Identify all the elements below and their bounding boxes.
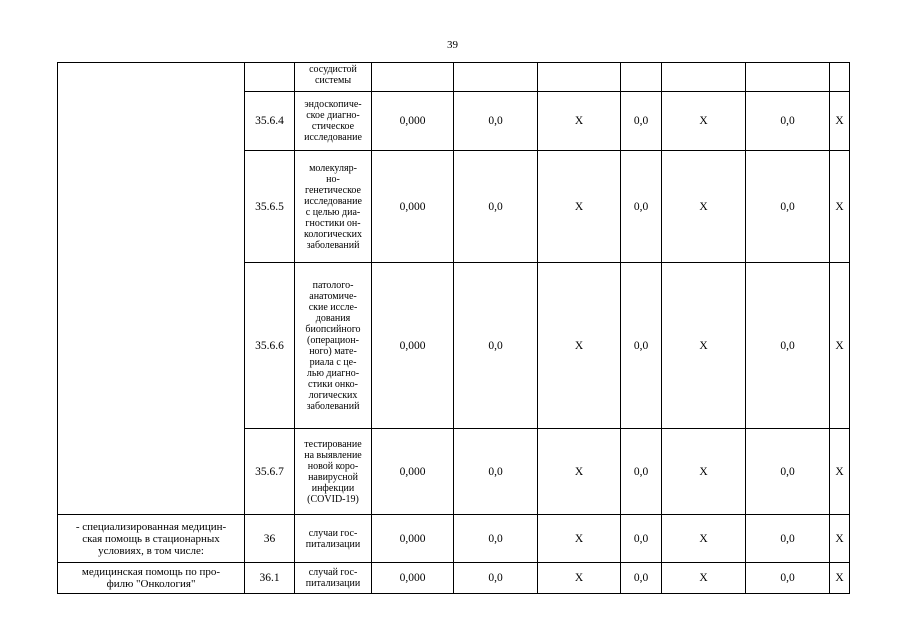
value-cell	[830, 63, 850, 92]
value-cell: Х	[538, 92, 621, 151]
table-row	[58, 563, 850, 594]
value-cell: Х	[830, 92, 850, 151]
value-cell	[372, 63, 454, 92]
text-line: эндоскопиче-	[304, 99, 362, 110]
value-cell: 0,0	[621, 429, 662, 515]
value-cell: 0,000	[372, 263, 454, 429]
value-cell: 0,0	[454, 563, 538, 594]
value-cell: 0,0	[454, 92, 538, 151]
unit-cell	[295, 515, 372, 563]
value-cell: 0,0	[746, 563, 830, 594]
label-cell	[58, 515, 245, 563]
page-number: 39	[447, 39, 458, 51]
value-cell: 0,0	[746, 151, 830, 263]
value-cell: Х	[538, 429, 621, 515]
text-line: заболеваний	[306, 239, 360, 251]
value-cell: 0,000	[372, 92, 454, 151]
text-line: лью диагно-	[306, 367, 360, 379]
label-cell	[58, 63, 245, 515]
code-cell: 36	[245, 515, 295, 563]
value-cell: 0,0	[746, 92, 830, 151]
text-line: гностики он-	[305, 217, 361, 229]
text-line: стическое	[311, 121, 355, 132]
text-line: (COVID-19)	[307, 493, 359, 505]
label-cell	[58, 563, 245, 594]
value-cell: Х	[830, 515, 850, 563]
text-line: дования	[315, 312, 351, 324]
value-cell: Х	[830, 151, 850, 263]
text-line: инфекции	[311, 482, 355, 494]
text-line: риала с це-	[309, 356, 357, 368]
value-cell: 0,0	[746, 263, 830, 429]
value-cell: Х	[538, 263, 621, 429]
value-cell: 0,0	[621, 151, 662, 263]
code-cell: 35.6.7	[245, 429, 295, 515]
value-cell: Х	[662, 429, 746, 515]
text-line: ного) мате-	[309, 345, 357, 357]
value-cell: Х	[538, 563, 621, 594]
text-line: (операцион-	[307, 334, 359, 346]
value-cell: 0,0	[746, 429, 830, 515]
value-cell	[538, 63, 621, 92]
code-cell: 35.6.5	[245, 151, 295, 263]
table-row	[58, 515, 850, 563]
text-line: медицинская помощь по про-	[81, 566, 221, 578]
unit-cell	[295, 563, 372, 594]
unit-cell	[295, 263, 372, 429]
value-cell: Х	[662, 563, 746, 594]
value-cell: Х	[538, 151, 621, 263]
value-cell: 0,000	[372, 429, 454, 515]
value-cell	[454, 63, 538, 92]
code-cell	[245, 63, 295, 92]
text-line: заболеваний	[306, 400, 360, 412]
data-table	[57, 62, 850, 594]
text-line: ская помощь в стационарных	[82, 532, 220, 545]
value-cell: 0,000	[372, 563, 454, 594]
code-cell: 35.6.6	[245, 263, 295, 429]
value-cell: 0,0	[454, 151, 538, 263]
value-cell	[662, 63, 746, 92]
text-line: новой коро-	[307, 460, 359, 472]
text-line: системы	[314, 75, 352, 86]
text-line: генетическое	[305, 184, 361, 196]
text-line: анатомиче-	[309, 290, 357, 302]
value-cell: Х	[662, 151, 746, 263]
value-cell: Х	[662, 263, 746, 429]
text-line: биопсийного	[305, 323, 361, 335]
text-line: сосудистой	[309, 64, 357, 75]
text-line: патолого-	[312, 279, 354, 291]
value-cell: Х	[538, 515, 621, 563]
text-line: питализации	[305, 538, 361, 550]
value-cell: 0,0	[454, 263, 538, 429]
value-cell	[621, 63, 662, 92]
value-cell: 0,0	[454, 429, 538, 515]
text-line: - специализированная медицин-	[75, 520, 227, 533]
text-line: на выявление	[304, 449, 362, 461]
text-line: с целью диа-	[305, 206, 361, 218]
text-line: логических	[308, 389, 358, 401]
text-line: но-	[326, 173, 340, 185]
value-cell: 0,000	[372, 515, 454, 563]
text-line: исследование	[304, 195, 362, 207]
unit-cell	[295, 151, 372, 263]
value-cell: 0,000	[372, 151, 454, 263]
text-line: ское диагно-	[306, 110, 360, 121]
value-cell: Х	[830, 263, 850, 429]
text-line: питализации	[305, 578, 361, 589]
text-line: исследование	[304, 132, 362, 143]
table-row	[58, 63, 850, 92]
text-line: молекуляр-	[309, 162, 357, 174]
value-cell: 0,0	[621, 92, 662, 151]
text-line: случаи гос-	[308, 527, 358, 539]
text-line: случай гос-	[308, 567, 358, 578]
text-line: условиях, в том числе:	[98, 544, 204, 557]
value-cell: 0,0	[746, 515, 830, 563]
value-cell: 0,0	[454, 515, 538, 563]
code-cell: 36.1	[245, 563, 295, 594]
text-line: стики онко-	[308, 378, 358, 390]
value-cell: Х	[830, 429, 850, 515]
value-cell: 0,0	[621, 515, 662, 563]
value-cell: Х	[830, 563, 850, 594]
text-line: кологических	[303, 228, 363, 240]
code-cell: 35.6.4	[245, 92, 295, 151]
unit-cell	[295, 429, 372, 515]
unit-cell	[295, 92, 372, 151]
text-line: филю "Онкология"	[106, 578, 196, 590]
value-cell: 0,0	[621, 263, 662, 429]
value-cell: 0,0	[621, 563, 662, 594]
text-line: ские иссле-	[308, 301, 358, 313]
text-line: навирусной	[308, 471, 358, 483]
value-cell: Х	[662, 515, 746, 563]
unit-cell	[295, 63, 372, 92]
text-line: тестирование	[304, 438, 362, 450]
value-cell: Х	[662, 92, 746, 151]
value-cell	[746, 63, 830, 92]
